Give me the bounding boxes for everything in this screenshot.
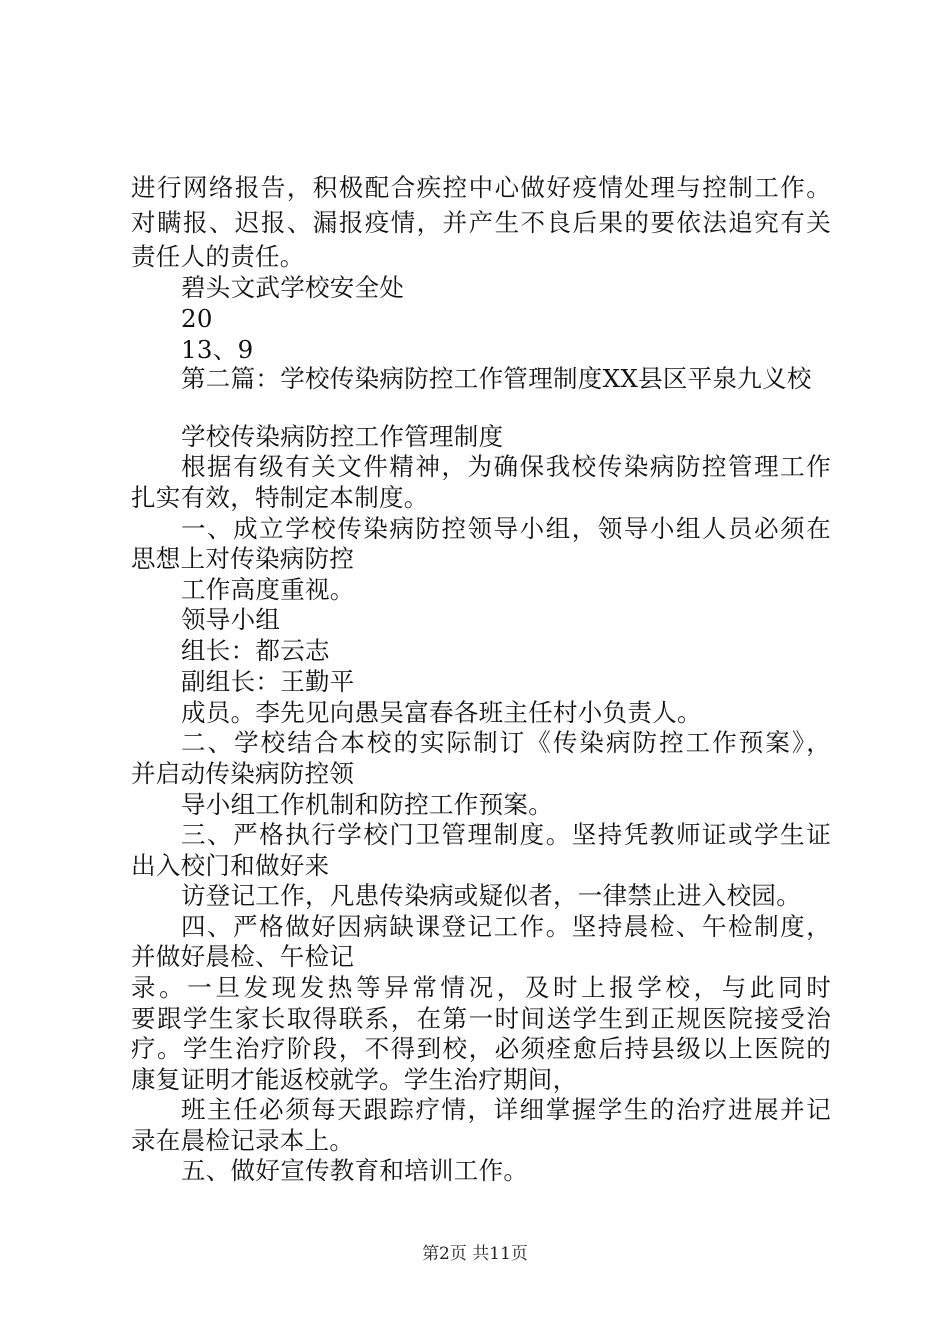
text-line-32: 五、做好宣传教育和培训工作。 [181,1156,529,1185]
text-line-30: 班主任必须每天跟踪疗情，详细掌握学生的治疗进展并记 [181,1095,831,1124]
text-line-19: 并启动传染病防控领 [131,759,355,788]
page-number-footer: 第2页 共11页 [422,1244,528,1264]
text-line-11: 一、成立学校传染病防控领导小组，领导小组人员必须在 [181,514,831,543]
text-line-10: 扎实有效，特制定本制度。 [131,483,429,512]
text-line-27: 要跟学生家长取得联系，在第一时间送学生到正规医院接受治 [131,1004,831,1033]
text-line-20: 导小组工作机制和防控工作预案。 [181,790,553,819]
group-leader: 组长：都云志 [181,636,330,665]
text-line-21: 三、严格执行学校门卫管理制度。坚持凭教师证或学生证 [181,820,831,849]
signature-date-year: 20 [181,304,213,333]
text-line-26: 录。一旦发现发热等异常情况，及时上报学校，与此同时 [131,973,831,1002]
text-line-25: 并做好晨检、午检记 [131,942,355,971]
text-line-18: 二、学校结合本校的实际制订《传染病防控工作预案》， [181,728,831,757]
text-line-12: 思想上对传染病防控 [131,544,355,573]
text-line-23: 访登记工作，凡患传染病或疑似者，一律禁止进入校园。 [181,881,801,910]
signature-date-month: 13、9 [181,335,254,364]
text-line-31: 录在晨检记录本上。 [131,1126,355,1155]
text-line-2: 对瞒报、迟报、漏报疫情，并产生不良后果的要依法追究有关 [131,208,831,237]
text-line-13: 工作高度重视。 [181,575,355,604]
text-line-29: 康复证明才能返校就学。学生治疗期间， [131,1065,578,1094]
text-line-3: 责任人的责任。 [131,242,305,271]
text-line-9: 根据有级有关文件精神，为确保我校传染病防控管理工作 [181,452,831,481]
text-line-28: 疗。学生治疗阶段，不得到校，必须痊愈后持县级以上医院的 [131,1034,831,1063]
text-line-22: 出入校门和做好来 [131,851,330,880]
section-heading: 第二篇：学校传染病防控工作管理制度XX县区平泉九义校 [181,364,812,393]
signature-org: 碧头文武学校安全处 [181,273,405,302]
text-line-24: 四、严格做好因病缺课登记工作。坚持晨检、午检制度， [181,912,831,941]
text-line-14: 领导小组 [181,605,281,634]
group-deputy-leader: 副组长：王勤平 [181,667,355,696]
document-title: 学校传染病防控工作管理制度 [181,422,504,451]
text-line-1: 进行网络报告，积极配合疾控中心做好疫情处理与控制工作。 [131,173,831,202]
group-members: 成员。李先见向愚吴富春各班主任村小负责人。 [181,698,702,727]
